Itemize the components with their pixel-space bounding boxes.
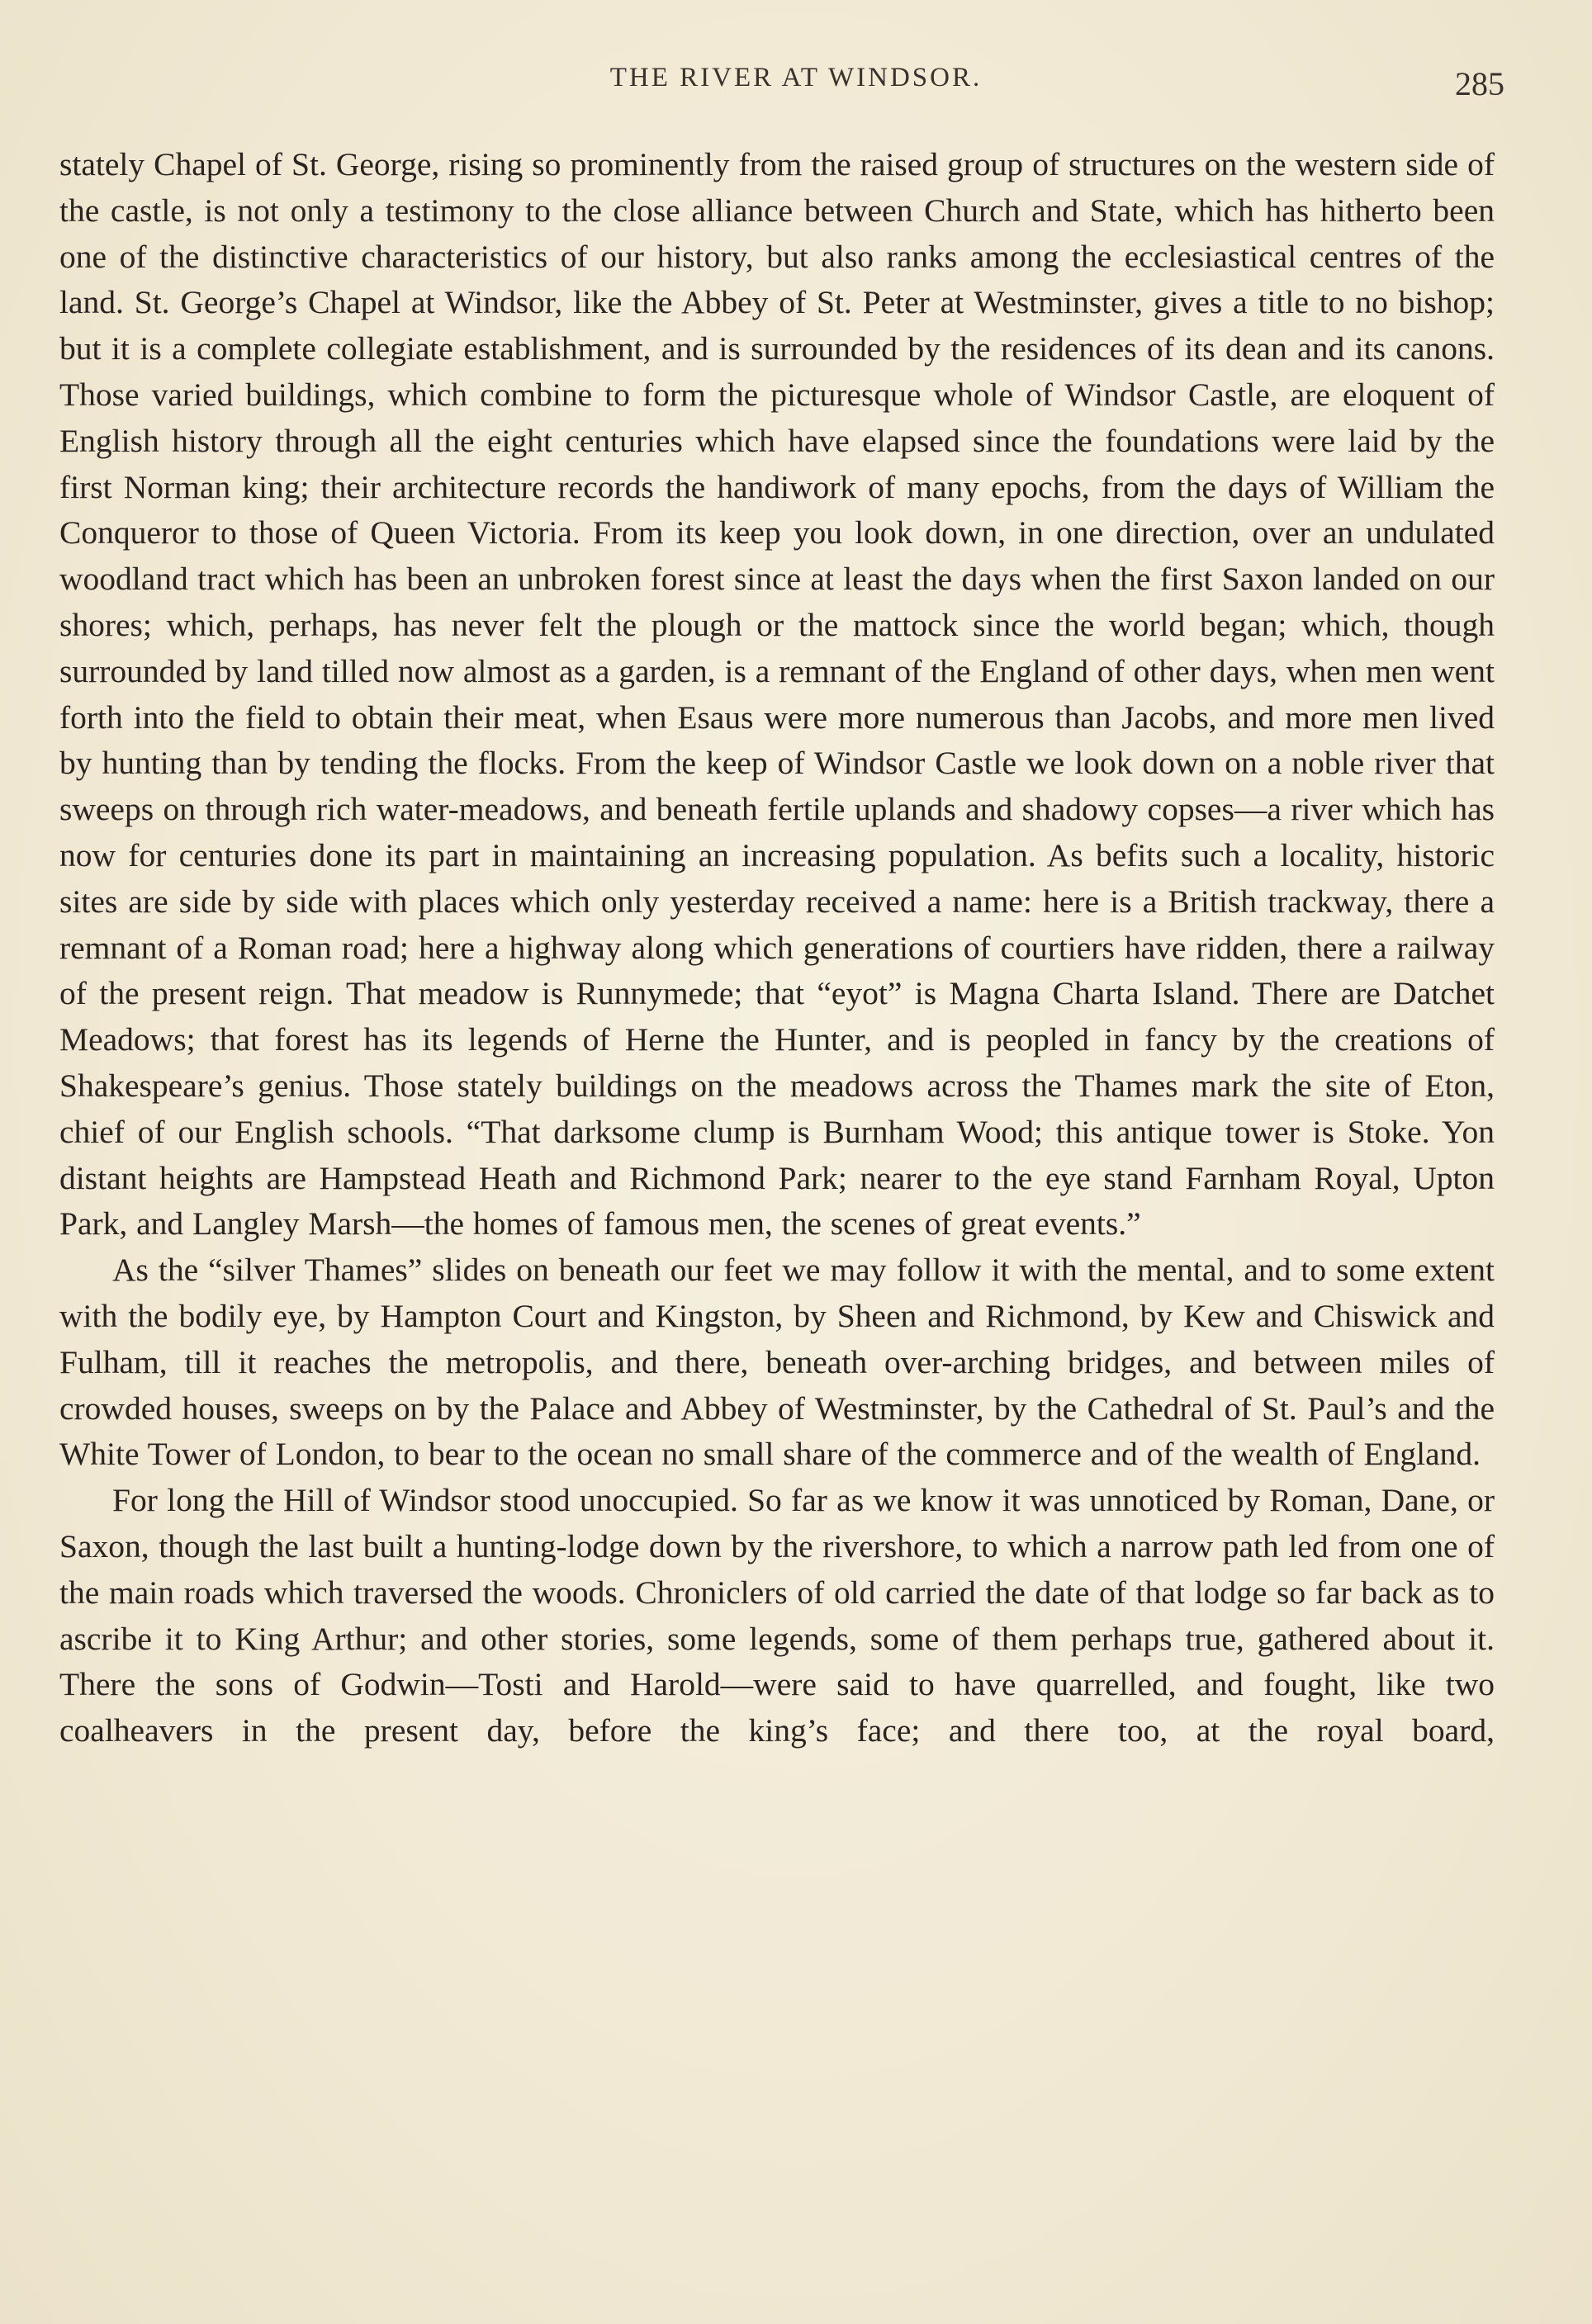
paragraph-2: As the “silver Thames” slides on beneath our feet we may follow it with the mental, and to some extent with the bodily eye, by Hampton Court and Kingston, by Sheen and Richmond, by Kew and Chiswick and Fulham, till it reaches the metropolis, and there, beneath over-arching bridges, and between miles of crowded houses, sweeps on by the Palace and Abbey of Westminster, by the Cathedral of St. Paul’s and the White Tower of London, to bear to the ocean no small share of the commerce and of the wealth of England. (59, 1252, 1495, 1473)
body-text (59, 142, 1495, 1754)
paragraph-3: For long the Hill of Windsor stood unoccupied. So far as we know it was unnoticed by Roman, Dane, or Saxon, though the last built a hunting-lodge down by the rivershore, to which a narrow path led from one of the main roads which traversed the woods. Chroniclers of old carried the date of that lodge so far back as to ascribe it to King Arthur; and other stories, some legends, some of them perhaps true, gathered about it. There the sons of Godwin—Tosti and Harold—were said to have quarrelled, and fought, like two coalheavers in the present day, before the king’s face; and there too, at the royal board, (59, 1482, 1495, 1749)
page-number: 285 (1455, 65, 1504, 102)
paragraph-1: stately Chapel of St. George, rising so prominently from the raised group of structures on the western side of the castle, is not only a testimony to the close alliance between Church and State, which has hitherto been one of the distinctive characteristics of our history, but also ranks among the ecclesiastical centres of the land. St. George’s Chapel at Windsor, like the Abbey of St. Peter at Westminster, gives a title to no bishop; but it is a complete collegiate establishment, and is surrounded by the residences of its dean and its canons. Those varied buildings, which combine to form the picturesque whole of Windsor Castle, are eloquent of English history through all the eight centuries which have elapsed since the foundations were laid by the first Norman king; their architecture records the handiwork of many epochs, from the days of William the Conqueror to those of Queen Victoria. From its keep you look down, in one direction, over an undulated woodland tract which has been an unbroken forest since at least the days when the first Saxon landed on our shores; which, perhaps, has never felt the plough or the mattock since the world began; which, though surrounded by land tilled now almost as a garden, is a remnant of the England of other days, when men went forth into the field to obtain their meat, when Esaus were more numerous than Jacobs, and more men lived by hunting than by tending the flocks. From the keep of Windsor Castle we look down on a noble river that sweeps on through rich water-meadows, and beneath fertile uplands and shadowy copses—a river which has now for centuries done its part in maintaining an increasing population. As befits such a locality, historic sites are side by side with places which only yesterday received a name: here is a British trackway, there a remnant of a Roman road; here a highway along which generations of courtiers have ridden, there a railway of the present reign. That meadow is Runnymede; that “eyot” is Magna Charta Island. There are Datchet Meadows; that forest has its legends of Herne the Hunter, and is peopled in fancy by the creations of Shakespeare’s genius. Those stately buildings on the meadows across the Thames mark the site of Eton, chief of our English schools. “That darksome clump is Burnham Wood; this antique tower is Stoke. Yon distant heights are Hampstead Heath and Richmond Park; nearer to the eye stand Farnham Royal, Upton Park, and Langley Marsh—the homes of famous men, the scenes of great events.” (59, 146, 1495, 1242)
running-head: THE RIVER AT WINDSOR. (609, 63, 983, 92)
